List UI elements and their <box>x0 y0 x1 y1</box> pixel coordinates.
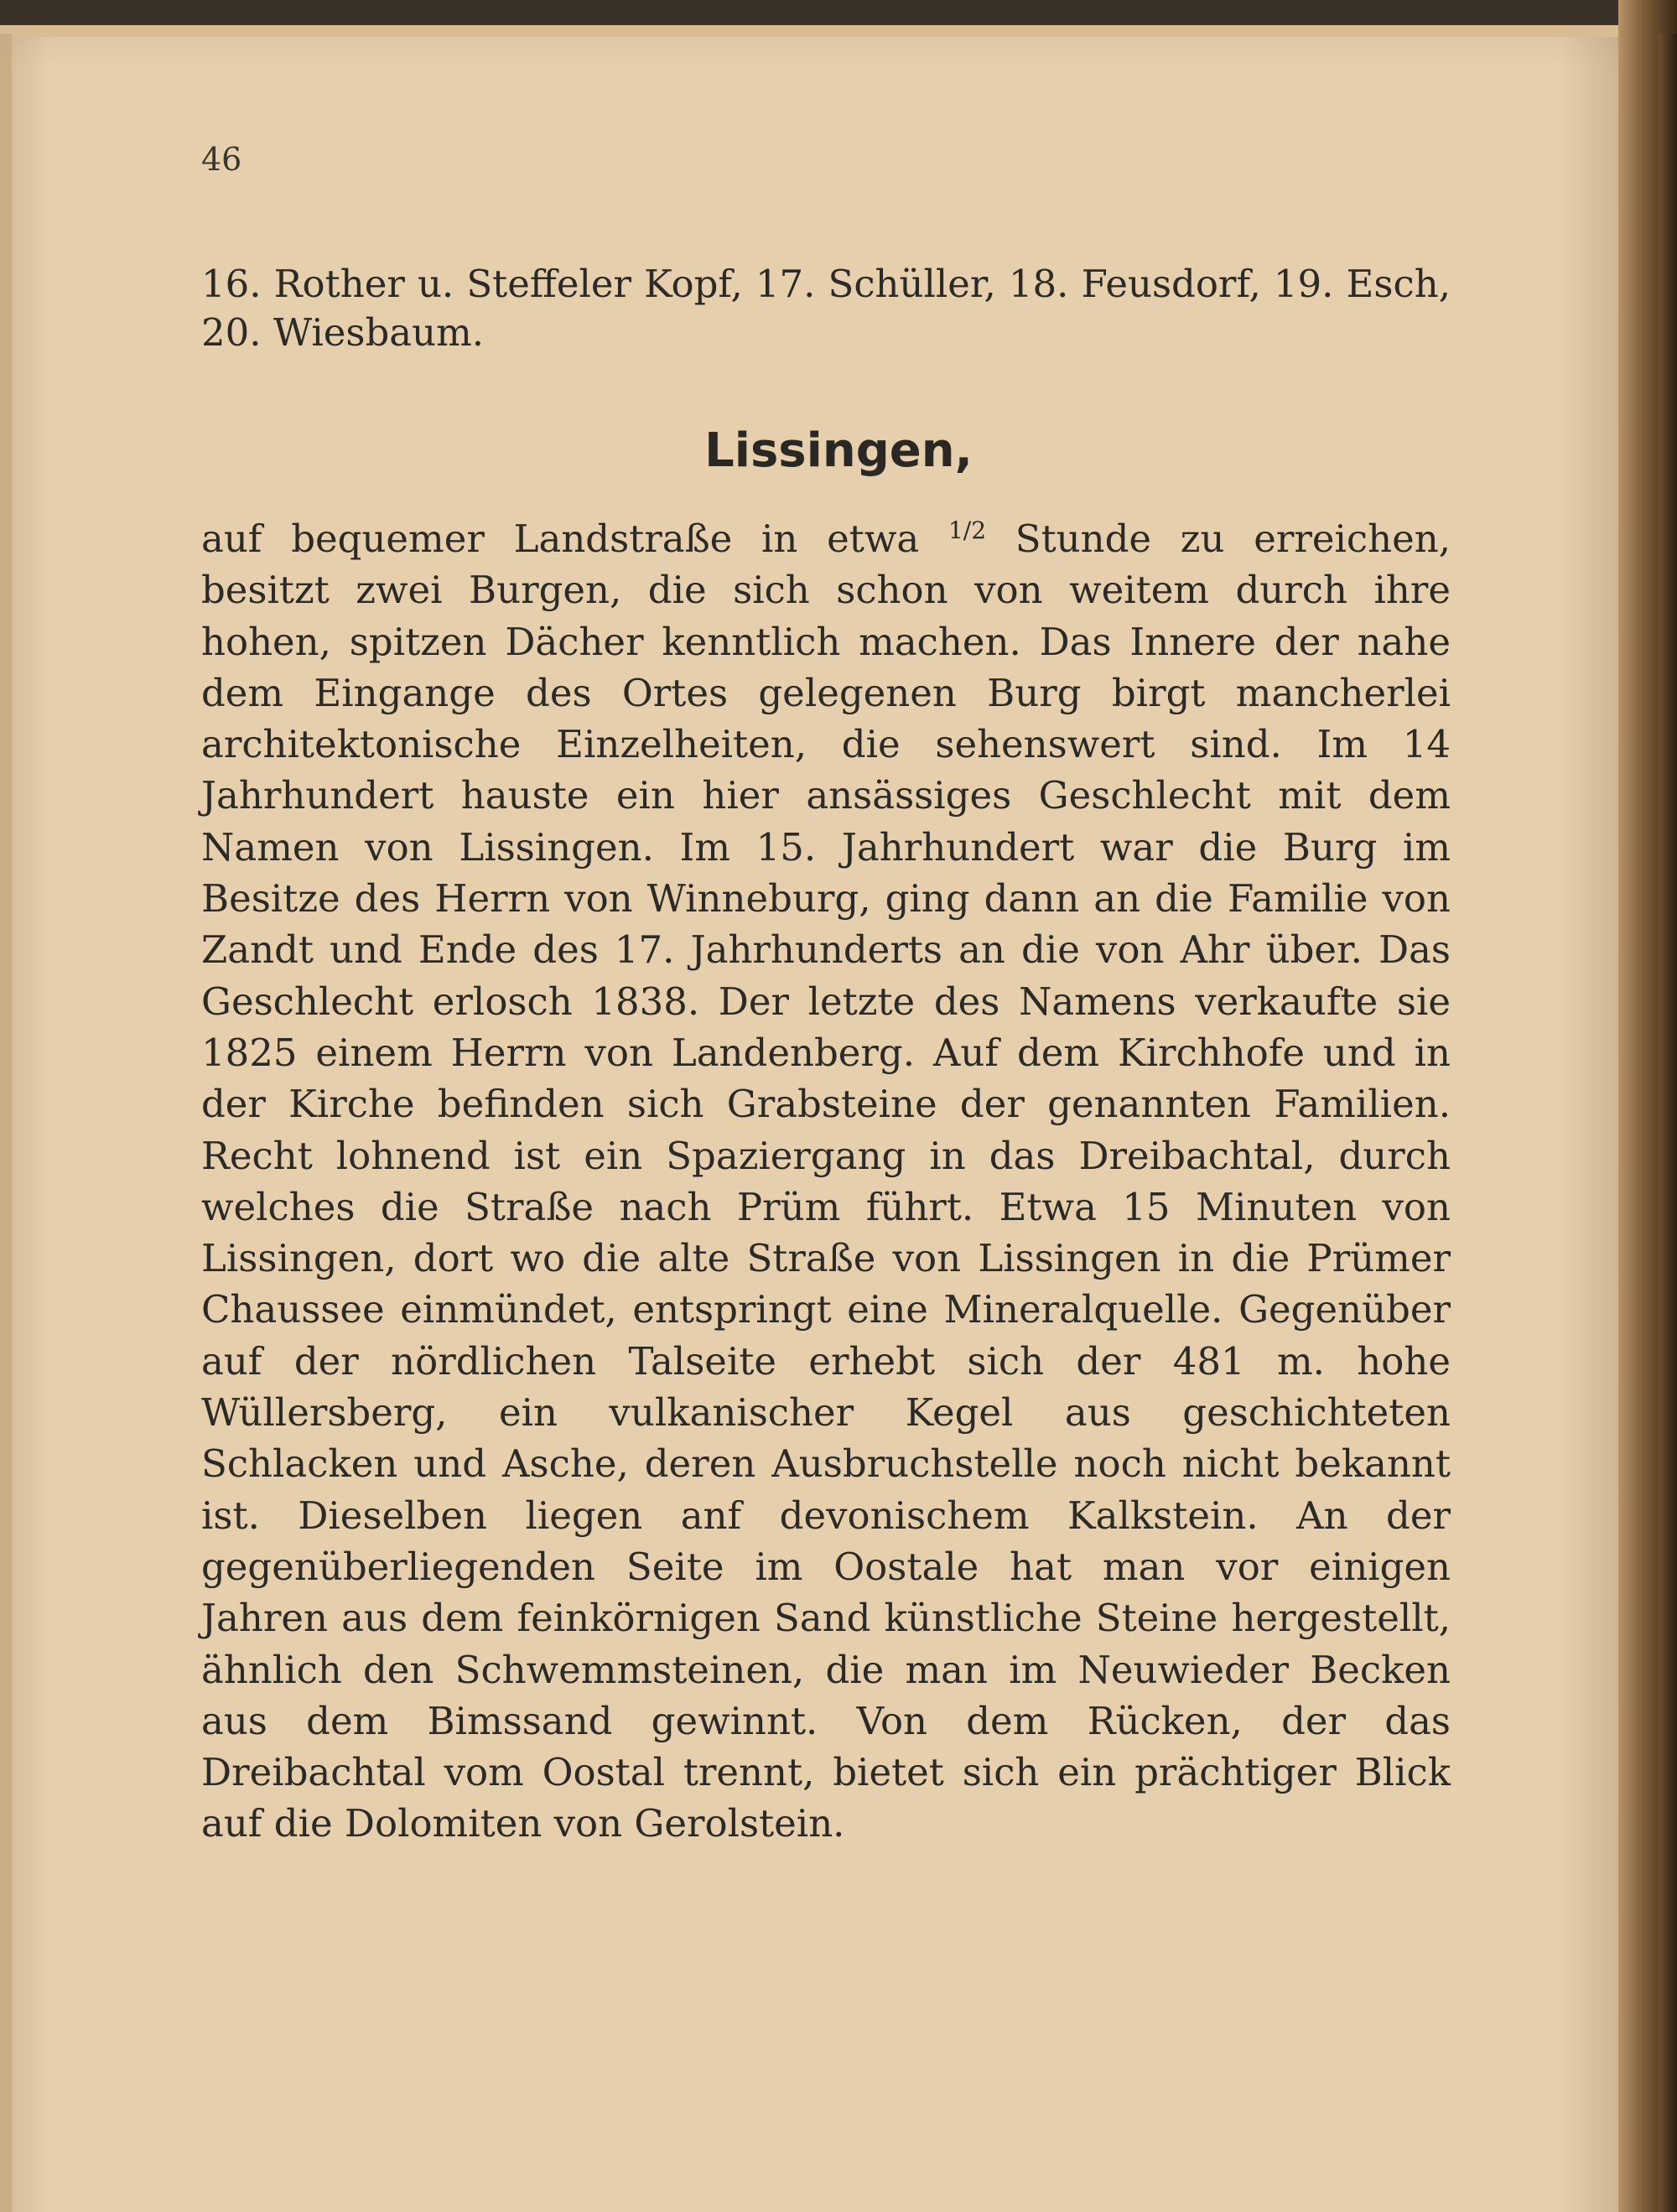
body-paragraph <box>201 513 1451 1850</box>
page-top-border <box>0 25 1618 37</box>
body-text-rest: Stunde zu erreichen, besitzt zwei Burgen, die sich schon von weitem durch ihre hohen, spitzen Dächer kenntlich machen. Das Innere der nahe dem Eingange des Ortes gelegenen Burg birgt mancherlei architektonische Einzelheiten, die sehenswert sind. Im 14 Jahrhundert hauste ein hier ansässiges Geschlecht mit dem Namen von Lissingen. Im 15. Jahrhundert war die Burg im Besitze des Herrn von Winneburg, ging dann an die Familie von Zandt und Ende des 17. Jahrhunderts an die von Ahr über. Das Geschlecht erlosch 1838. Der letzte des Namens verkaufte sie 1825 einem Herrn von Landenberg. Auf dem Kirchhofe und in der Kirche befinden sich Grabsteine der genannten Familien. Recht lohnend ist ein Spaziergang in das Dreibachtal, durch welches die Straße nach Prüm führt. Etwa 15 Minuten von Lissingen, dort wo die alte Straße von Lissingen in die Prümer Chaussee einmündet, entspringt eine Mineralquelle. Gegenüber auf der nördlichen Talseite erhebt sich der 481 m. hohe Wüllersberg, ein vulkanischer Kegel aus geschichteten Schlacken und Asche, deren Ausbruchstelle noch nicht bekannt ist. Dieselben liegen anf devonischem Kalkstein. An der gegenüberliegenden Seite im Oostale hat man vor einigen Jahren aus dem feinkörnigen Sand künstliche Steine hergestellt, ähnlich den Schwemmsteinen, die man im Neuwieder Becken aus dem Bimssand gewinnt. Von dem Rücken, der das Dreibachtal vom Oostal trennt, bietet sich ein prächtiger Blick auf die Dolomiten von Gerolstein. <box>201 517 1451 1846</box>
fraction-half: 1/2 <box>948 517 987 544</box>
intro-paragraph: 16. Rother u. Steffeler Kopf, 17. Schüller, 18. Feusdorf, 19. Esch, 20. Wiesbaum. <box>201 262 1451 355</box>
page-left-edge <box>0 34 12 2212</box>
section-heading: Lissingen, <box>704 423 973 478</box>
body-text-start: auf bequemer Landstraße in etwa <box>201 517 948 561</box>
next-page-edge <box>1659 34 1677 2212</box>
page-number: 46 <box>201 141 242 178</box>
